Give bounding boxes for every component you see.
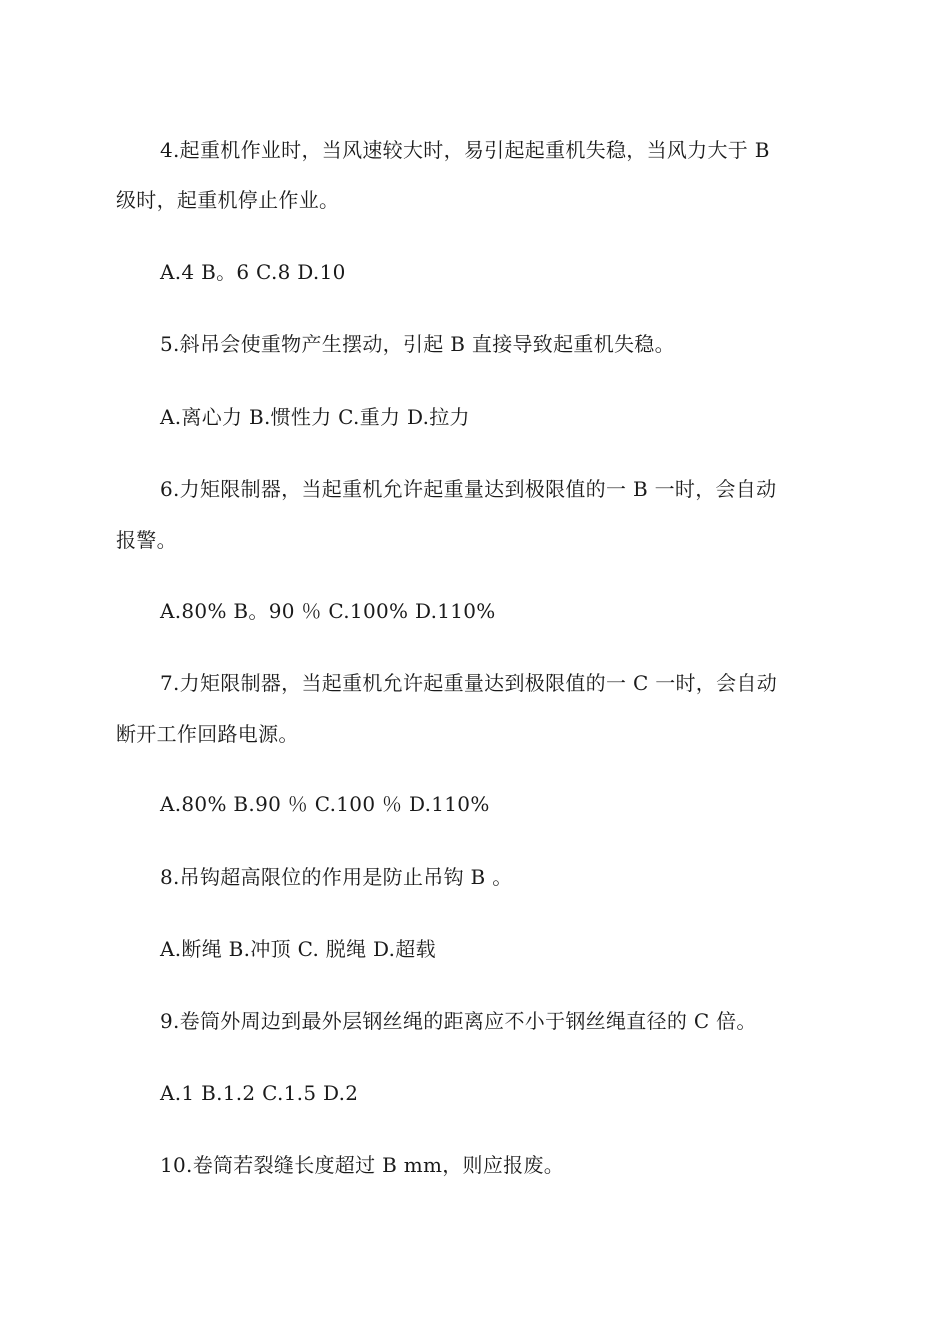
question-9-options: A.1 B.1.2 C.1.5 D.2: [160, 1081, 359, 1105]
question-7-options: A.80% B.90 ％ C.100 ％ D.110%: [160, 792, 490, 816]
question-5-options: A.离心力 B.惯性力 C.重力 D.拉力: [160, 405, 470, 429]
question-4-text-continued: 级时，起重机停止作业。: [116, 188, 340, 212]
question-6-text: 6.力矩限制器，当起重机允许起重量达到极限值的一 B 一时，会自动: [160, 477, 777, 501]
question-6-options: A.80% B。90 ％ C.100% D.110%: [160, 599, 496, 623]
question-7-text-continued: 断开工作回路电源。: [116, 722, 299, 746]
question-8-options: A.断绳 B.冲顶 C. 脱绳 D.超载: [160, 937, 436, 961]
question-9-text: 9.卷筒外周边到最外层钢丝绳的距离应不小于钢丝绳直径的 C 倍。: [160, 1009, 757, 1033]
question-7-text: 7.力矩限制器，当起重机允许起重量达到极限值的一 C 一时，会自动: [160, 671, 777, 695]
question-4-options: A.4 B。6 C.8 D.10: [160, 260, 346, 284]
question-8-text: 8.吊钩超高限位的作用是防止吊钩 B 。: [160, 865, 513, 889]
question-6-text-continued: 报警。: [116, 528, 177, 552]
question-5-text: 5.斜吊会使重物产生摆动，引起 B 直接导致起重机失稳。: [160, 332, 675, 356]
question-4-text: 4.起重机作业时，当风速较大时，易引起起重机失稳，当风力大于 B: [160, 138, 770, 162]
question-10-text: 10.卷筒若裂缝长度超过 B mm，则应报废。: [160, 1153, 565, 1177]
